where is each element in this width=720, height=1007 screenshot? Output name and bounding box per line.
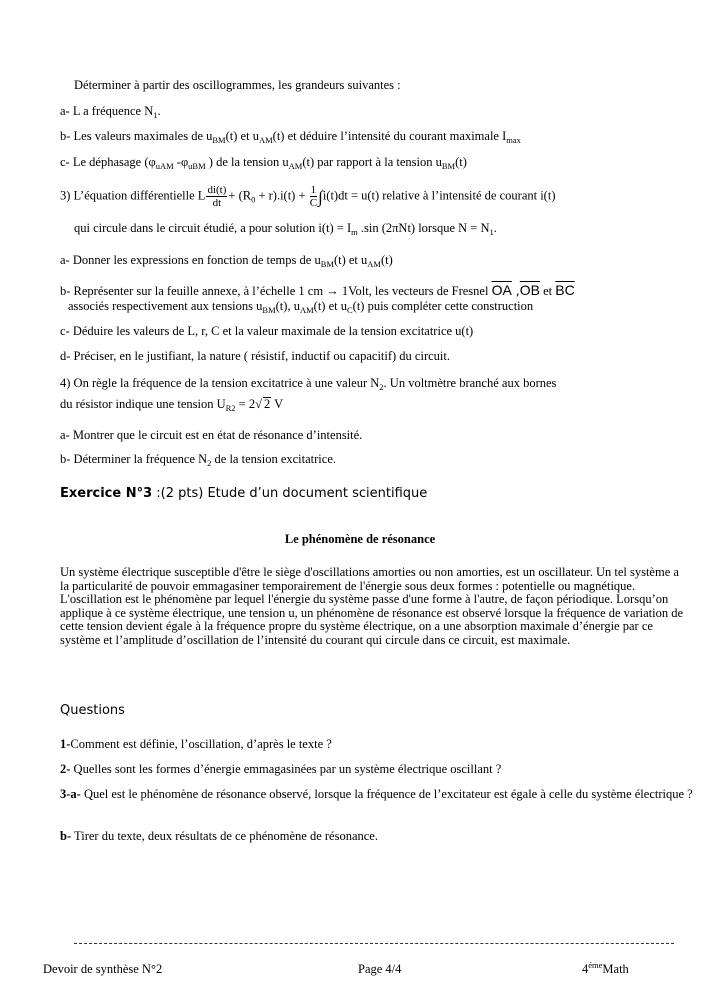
question-4a: a- Montrer que le circuit est en état de résonance d’intensité. <box>60 428 363 442</box>
footer-left: Devoir de synthèse N°2 <box>43 962 163 976</box>
vector-bc: $\overline{BC}$ <box>555 282 575 298</box>
footer-page-number: Page 4/4 <box>358 962 402 976</box>
vector-ob: $\overline{OB}$ <box>519 282 540 298</box>
part4-line2: du résistor indique une tension $U_{R2} = 2√$ 2 V <box>60 397 284 413</box>
question-3b: b- Représenter sur la feuille annexe, à l’échelle 1 cm → 1Volt, les vecteurs de Fresnel $\overline{OA}$ $,\overline{OB}$ et $\overline{BC}$ <box>60 282 575 298</box>
exercise3-heading: Exercice N°3 :(2 pts) Etude d’un document scientifique <box>60 486 428 501</box>
question-3b-cont: associés respectivement aux tensions $u_{BM}(t)$, $u_{AM}(t)$ et $u_C(t)$ puis compléter cette construction <box>68 299 534 315</box>
question-2a: a- L a fréquence $N_1$. <box>60 104 161 120</box>
fraction-1-c: $\frac{1}{C}$ <box>309 184 318 209</box>
fraction-di-dt: $\frac{di(t)}{dt}$ <box>207 184 227 209</box>
ex3-question-3a: 3-a- Quel est le phénomène de résonance observé, lorsque la fréquence de l’excitateur est égale à celle du système électrique ? <box>60 787 693 801</box>
integral-sign: ∫ <box>318 187 323 207</box>
ex3-question-2: 2- Quelles sont les formes d’énergie emmagasinées par un système électrique oscillant ? <box>60 762 502 776</box>
document-paragraph: Un système électrique susceptible d'être le siège d'oscillations amorties ou non amorties, est un oscillateur. Un tel système a la particularité de pouvoir emmagasiner temporairement de l'énergie sous deux formes : potentielle ou magnétique. L'oscillation est le phénomène par lequel l'énergie du système passe d'une forme à l'autre, de façon périodique. Lorsqu’on applique à ce système électrique, une tension u, un phénomène de résonance est observé lorsque la fréquence de variation de cette tension devient égale à la fréquence propre du système électrique, on a une absorption maximale d’énergie par ce système et l’amplitude d’oscillation de l’intensité du courant qui circule dans ce circuit, est maximale. <box>60 565 684 647</box>
ex3-question-3b: b- Tirer du texte, deux résultats de ce phénomène de résonance. <box>60 829 378 843</box>
question-3c: c- Déduire les valeurs de L, r, C et la valeur maximale de la tension excitatrice u(t) <box>60 324 474 338</box>
question-4b: b- Déterminer la fréquence $N_2$ de la tension excitatrice. <box>60 452 337 468</box>
differential-equation: 3) L’équation différentielle L $\frac{di(t)}{dt}$ + $(R_0 + r).i(t)$ + $\frac{1}{C}$ ∫i(t)dt = u(t) relative à l’intensité de courant i(t) <box>60 184 556 209</box>
intro-line: Déterminer à partir des oscillogrammes, les grandeurs suivantes : <box>74 78 401 92</box>
part4-line1: 4) On règle la fréquence de la tension excitatrice à une valeur $N_2$. Un voltmètre branché aux bornes <box>60 376 557 392</box>
document-title: Le phénomène de résonance <box>284 532 436 546</box>
vector-oa: $\overline{OA}$ <box>491 282 512 298</box>
solution-line: qui circule dans le circuit étudié, a pour solution $i(t) = I_m$ .sin (2πNt) lorsque $N = N_1$. <box>74 221 497 237</box>
question-2b: b- Les valeurs maximales de $u_{BM}(t)$ et $u_{AM}(t)$ et déduire l’intensité du courant maximale $I_{max}$ <box>60 129 521 145</box>
sqrt-value: 2 <box>263 397 271 411</box>
footer-class: $4^{éme}Math$ <box>582 960 629 976</box>
question-2c: c- Le déphasage ($\varphi_{uAM}$ $-\varphi_{uBM}$ ) de la tension $u_{AM}(t)$ par rapport à la tension $u_{BM}(t)$ <box>60 155 467 171</box>
ex3-question-1: 1-Comment est définie, l’oscillation, d’après le texte ? <box>60 737 332 751</box>
footer-separator <box>74 943 674 944</box>
questions-heading: Questions <box>60 703 125 718</box>
question-3a: a- Donner les expressions en fonction de temps de $u_{BM}(t)$ et $u_{AM}(t)$ <box>60 253 393 269</box>
question-3d: d- Préciser, en le justifiant, la nature ( résistif, inductif ou capacitif) du circuit. <box>60 349 450 363</box>
